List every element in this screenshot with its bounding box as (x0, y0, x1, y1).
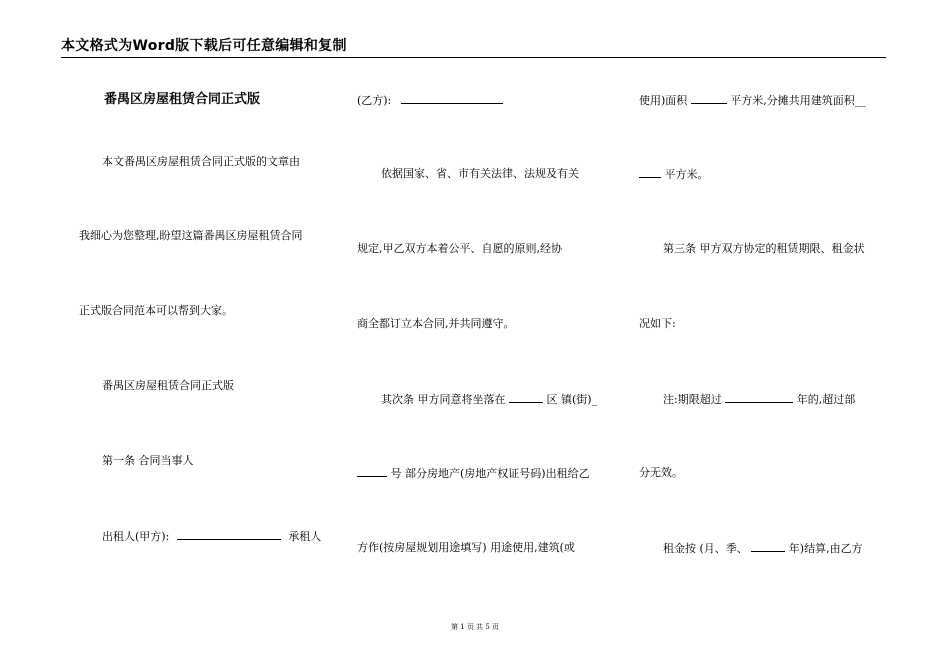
sqm-text: 平方米。 (664, 168, 709, 181)
rent-tail: 年)结算,由乙方 (788, 542, 863, 555)
col2-paragraph-1: 依据国家、省、市有关法律、法规及有关 (381, 167, 579, 180)
shared-area-blank (639, 167, 661, 178)
term-blank (725, 392, 793, 403)
rent-period-blank (751, 541, 785, 552)
lessor-label: 出租人(甲方): (102, 530, 170, 543)
col1-paragraph-1: 本文番禺区房屋租赁合同正式版的文章由 (102, 155, 300, 168)
document-header-title: 本文格式为Word版下载后可任意编辑和复制 (61, 35, 886, 58)
area-blank (691, 93, 727, 104)
col1-paragraph-4: 番禺区房屋租赁合同正式版 (102, 379, 234, 392)
note-tail: 年的,超过部 (796, 393, 856, 406)
col3-paragraph-conditions: 况如下: (639, 317, 676, 330)
col2-paragraph-2: 规定,甲乙双方本着公平、自愿的原则,经协 (357, 242, 562, 255)
col3-article-3-heading: 第三条 甲方双方协定的租赁期限、租金状 (663, 242, 865, 255)
shared-area-text: 平方米,分摊共用建筑面积__ (730, 94, 866, 107)
col1-lessor-line (102, 529, 321, 544)
article-2-text: 其次条 甲方同意将坐落在 (381, 393, 506, 406)
page-footer: 第 1 页 共 5 页 (450, 623, 500, 631)
note-label: 注:期限超过 (663, 393, 722, 406)
district-text: 区 镇(街)_ (546, 393, 598, 406)
col3-note-line (663, 392, 855, 407)
property-text: 号 部分房地产(房地产权证号码)出租给乙 (390, 467, 590, 480)
lessee-label: 承租人 (288, 530, 322, 543)
party-b-blank (401, 93, 503, 104)
rent-label: 租金按 (月、季、 (663, 542, 748, 555)
col2-article-2-line (381, 392, 597, 407)
col1-paragraph-2: 我细心为您整理,盼望这篇番禺区房屋租赁合同 (79, 229, 303, 242)
col3-invalid-text: 分无效。 (639, 466, 683, 479)
col2-paragraph-usage: 方作(按房屋规划用途填写) 用途使用,建筑(或 (357, 541, 575, 554)
col2-paragraph-3: 商全都订立本合同,并共同遵守。 (357, 317, 515, 330)
party-b-label: (乙方): (357, 94, 392, 107)
location-blank (509, 392, 543, 403)
document-title: 番禺区房屋租赁合同正式版 (104, 92, 261, 107)
col3-area-line (639, 93, 866, 108)
number-blank (357, 466, 387, 477)
col3-rent-line (663, 541, 863, 556)
col2-property-line (357, 466, 590, 481)
lessor-blank (177, 529, 281, 540)
col1-paragraph-3: 正式版合同范本可以帮到大家。 (79, 304, 233, 317)
col1-article-1-heading: 第一条 合同当事人 (102, 454, 194, 467)
col2-lessee-line (357, 93, 503, 108)
col3-sqm-line (639, 167, 709, 182)
area-label: 使用)面积 (639, 94, 688, 107)
